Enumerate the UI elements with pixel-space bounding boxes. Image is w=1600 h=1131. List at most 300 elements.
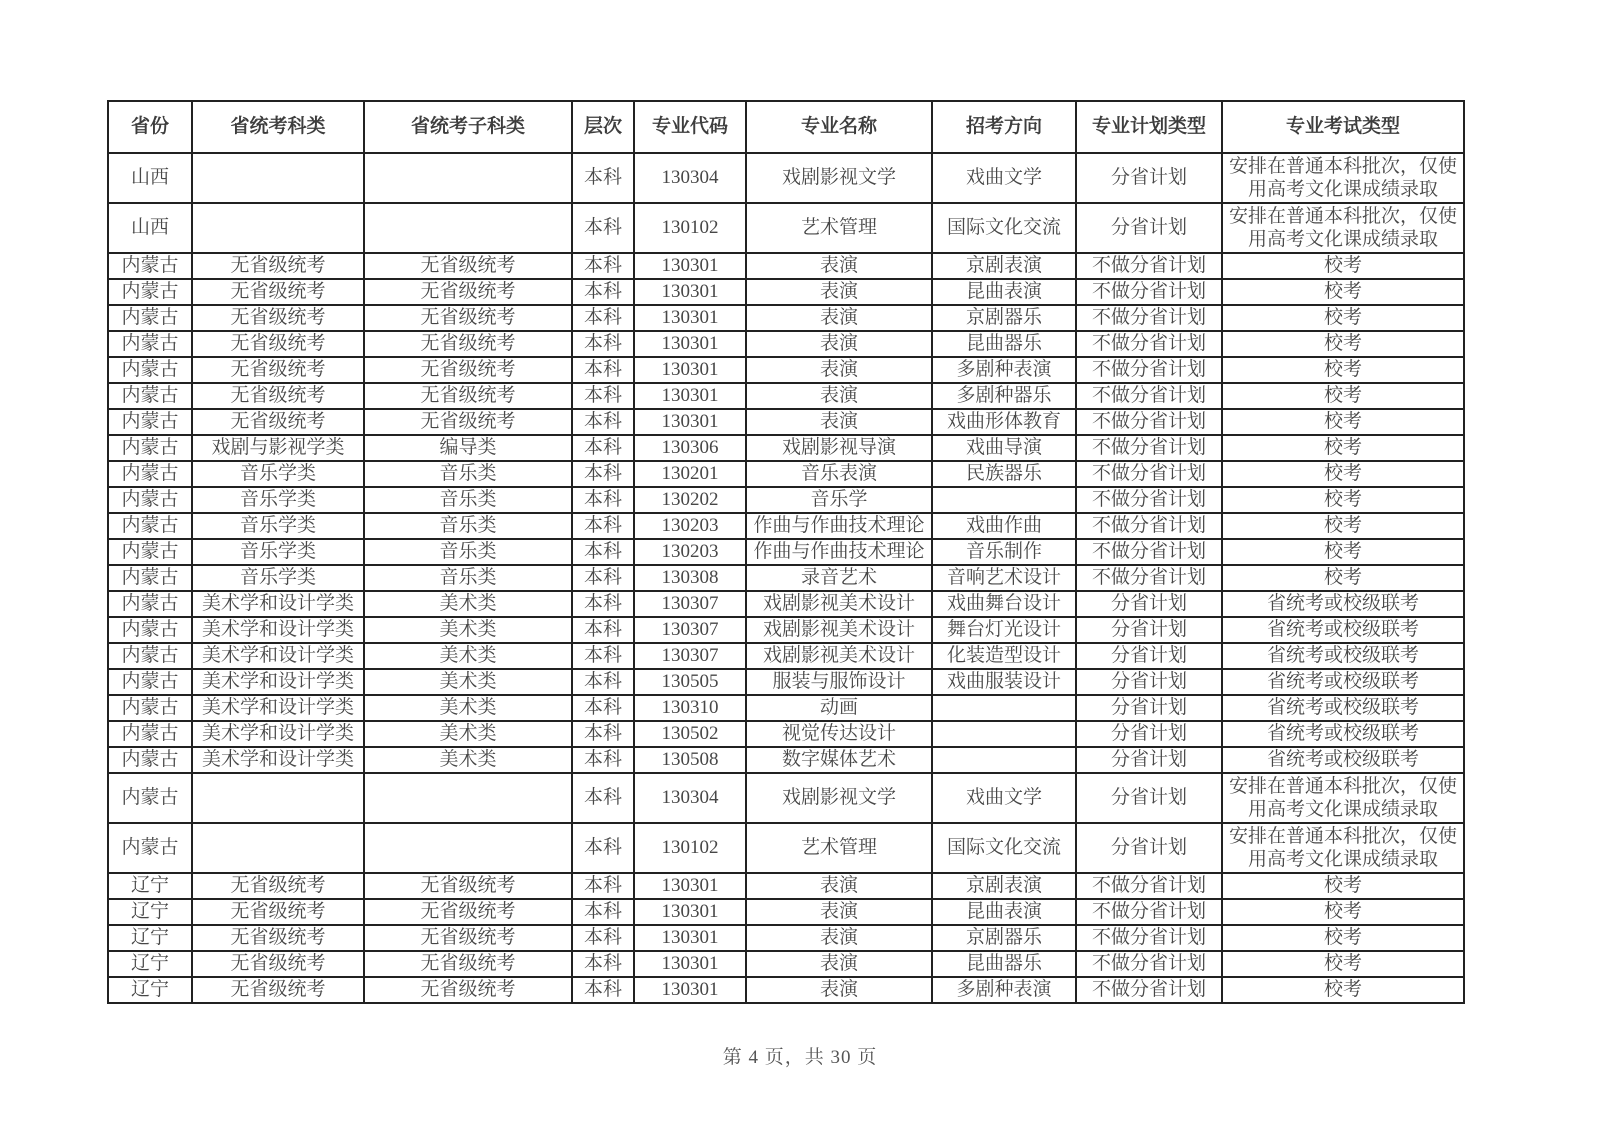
- table-cell: 戏曲文学: [932, 153, 1076, 203]
- table-cell: 化装造型设计: [932, 643, 1076, 669]
- table-cell: 分省计划: [1076, 153, 1222, 203]
- column-header: 层次: [572, 101, 634, 153]
- table-cell: [364, 773, 572, 823]
- table-row: [108, 873, 1464, 899]
- table-cell: 艺术管理: [746, 203, 932, 253]
- table-cell: 表演: [746, 951, 932, 977]
- table-cell: 内蒙古: [108, 461, 192, 487]
- table-cell: 舞台灯光设计: [932, 617, 1076, 643]
- table-cell: 130102: [634, 203, 746, 253]
- table-cell: 音乐学类: [192, 539, 364, 565]
- table-cell: 分省计划: [1076, 823, 1222, 873]
- table-cell: 戏剧影视美术设计: [746, 591, 932, 617]
- table-cell: 无省级统考: [192, 383, 364, 409]
- table-cell: 校考: [1222, 925, 1464, 951]
- table-cell: 不做分省计划: [1076, 487, 1222, 513]
- table-cell: 美术学和设计学类: [192, 695, 364, 721]
- table-cell: [364, 203, 572, 253]
- table-cell: 戏曲舞台设计: [932, 591, 1076, 617]
- table-cell: 分省计划: [1076, 643, 1222, 669]
- table-cell: 130301: [634, 977, 746, 1003]
- table-row: [108, 747, 1464, 773]
- table-cell: 戏曲服装设计: [932, 669, 1076, 695]
- table-row: [108, 669, 1464, 695]
- table-row: [108, 977, 1464, 1003]
- table-cell: 本科: [572, 565, 634, 591]
- table-cell: 130508: [634, 747, 746, 773]
- table-cell: 分省计划: [1076, 591, 1222, 617]
- table-cell: 内蒙古: [108, 617, 192, 643]
- table-cell: 不做分省计划: [1076, 331, 1222, 357]
- table-cell: 美术类: [364, 721, 572, 747]
- table-cell: 130505: [634, 669, 746, 695]
- table-cell: 本科: [572, 383, 634, 409]
- table-cell: 校考: [1222, 873, 1464, 899]
- table-cell: 校考: [1222, 253, 1464, 279]
- table-cell: 戏剧影视美术设计: [746, 617, 932, 643]
- table-cell: 服装与服饰设计: [746, 669, 932, 695]
- table-cell: 本科: [572, 977, 634, 1003]
- table-cell: 分省计划: [1076, 721, 1222, 747]
- table-cell: 昆曲表演: [932, 279, 1076, 305]
- page-number-footer: 第 4 页，共 30 页: [722, 1047, 878, 1068]
- table-cell: 本科: [572, 823, 634, 873]
- table-cell: 无省级统考: [364, 357, 572, 383]
- table-cell: 本科: [572, 461, 634, 487]
- table-row: [108, 951, 1464, 977]
- table-cell: 不做分省计划: [1076, 951, 1222, 977]
- table-cell: 本科: [572, 617, 634, 643]
- table-cell: 无省级统考: [192, 357, 364, 383]
- table-cell: [364, 823, 572, 873]
- table-cell: 校考: [1222, 279, 1464, 305]
- table-row: [108, 925, 1464, 951]
- table-cell: 京剧表演: [932, 873, 1076, 899]
- table-row: [108, 409, 1464, 435]
- table-cell: 本科: [572, 305, 634, 331]
- table-cell: 不做分省计划: [1076, 899, 1222, 925]
- table-cell: 省统考或校级联考: [1222, 669, 1464, 695]
- table-cell: 本科: [572, 899, 634, 925]
- table-cell: 内蒙古: [108, 721, 192, 747]
- table-cell: 音乐表演: [746, 461, 932, 487]
- table-cell: 表演: [746, 331, 932, 357]
- table-cell: 安排在普通本科批次，仅使用高考文化课成绩录取: [1222, 773, 1464, 823]
- table-cell: 艺术管理: [746, 823, 932, 873]
- table-row: [108, 203, 1464, 253]
- table-cell: 表演: [746, 279, 932, 305]
- table-cell: 本科: [572, 539, 634, 565]
- table-cell: 内蒙古: [108, 331, 192, 357]
- table-cell: 无省级统考: [192, 253, 364, 279]
- table-row: [108, 357, 1464, 383]
- table-cell: 无省级统考: [364, 409, 572, 435]
- table-cell: 不做分省计划: [1076, 279, 1222, 305]
- table-cell: 无省级统考: [364, 383, 572, 409]
- table-cell: 不做分省计划: [1076, 513, 1222, 539]
- table-cell: 山西: [108, 153, 192, 203]
- table-cell: 分省计划: [1076, 203, 1222, 253]
- table-cell: 戏曲导演: [932, 435, 1076, 461]
- column-header: 招考方向: [932, 101, 1076, 153]
- table-cell: 不做分省计划: [1076, 383, 1222, 409]
- table-cell: 无省级统考: [364, 977, 572, 1003]
- table-cell: 不做分省计划: [1076, 565, 1222, 591]
- table-cell: 130301: [634, 951, 746, 977]
- table-cell: 美术学和设计学类: [192, 747, 364, 773]
- table-cell: 数字媒体艺术: [746, 747, 932, 773]
- table-cell: 戏剧与影视学类: [192, 435, 364, 461]
- table-cell: 130308: [634, 565, 746, 591]
- table-cell: 无省级统考: [364, 305, 572, 331]
- table-cell: 不做分省计划: [1076, 539, 1222, 565]
- table-cell: 本科: [572, 435, 634, 461]
- table-cell: 130301: [634, 873, 746, 899]
- column-header: 专业名称: [746, 101, 932, 153]
- table-cell: 音响艺术设计: [932, 565, 1076, 591]
- table-row: [108, 773, 1464, 823]
- table-cell: 130301: [634, 253, 746, 279]
- table-cell: 不做分省计划: [1076, 305, 1222, 331]
- table-cell: 内蒙古: [108, 747, 192, 773]
- table-cell: [364, 153, 572, 203]
- table-cell: 美术学和设计学类: [192, 721, 364, 747]
- table-cell: 昆曲表演: [932, 899, 1076, 925]
- table-row: [108, 695, 1464, 721]
- table-cell: 无省级统考: [192, 899, 364, 925]
- table-cell: 校考: [1222, 487, 1464, 513]
- table-cell: 京剧表演: [932, 253, 1076, 279]
- table-cell: 安排在普通本科批次，仅使用高考文化课成绩录取: [1222, 203, 1464, 253]
- table-cell: [932, 721, 1076, 747]
- table-cell: 无省级统考: [364, 331, 572, 357]
- table-cell: 山西: [108, 203, 192, 253]
- table-cell: 无省级统考: [364, 253, 572, 279]
- table-cell: 本科: [572, 873, 634, 899]
- table-cell: 昆曲器乐: [932, 331, 1076, 357]
- table-cell: 表演: [746, 409, 932, 435]
- table-row: [108, 565, 1464, 591]
- table-cell: 内蒙古: [108, 643, 192, 669]
- table-row: [108, 305, 1464, 331]
- table-cell: 本科: [572, 153, 634, 203]
- table-row: [108, 383, 1464, 409]
- table-header-row: [108, 101, 1464, 153]
- table-cell: 辽宁: [108, 951, 192, 977]
- table-cell: 辽宁: [108, 873, 192, 899]
- table-cell: 内蒙古: [108, 591, 192, 617]
- table-cell: [192, 823, 364, 873]
- table-cell: 校考: [1222, 977, 1464, 1003]
- table-cell: 戏剧影视导演: [746, 435, 932, 461]
- table-cell: 本科: [572, 331, 634, 357]
- table-cell: 美术类: [364, 591, 572, 617]
- table-cell: 昆曲器乐: [932, 951, 1076, 977]
- table-cell: 动画: [746, 695, 932, 721]
- table-cell: 无省级统考: [192, 925, 364, 951]
- table-cell: 130301: [634, 409, 746, 435]
- table-cell: 京剧器乐: [932, 925, 1076, 951]
- table-cell: 表演: [746, 383, 932, 409]
- admissions-table-container: [107, 100, 1465, 1004]
- table-cell: 美术类: [364, 747, 572, 773]
- table-cell: 本科: [572, 591, 634, 617]
- table-cell: 校考: [1222, 539, 1464, 565]
- table-cell: [932, 695, 1076, 721]
- column-header: 专业考试类型: [1222, 101, 1464, 153]
- table-cell: 无省级统考: [364, 951, 572, 977]
- table-cell: 130301: [634, 279, 746, 305]
- table-cell: 省统考或校级联考: [1222, 617, 1464, 643]
- table-cell: 音乐学: [746, 487, 932, 513]
- table-cell: [192, 773, 364, 823]
- table-cell: 民族器乐: [932, 461, 1076, 487]
- table-cell: 无省级统考: [364, 873, 572, 899]
- table-cell: 辽宁: [108, 977, 192, 1003]
- table-cell: [192, 153, 364, 203]
- table-cell: 分省计划: [1076, 695, 1222, 721]
- table-cell: 校考: [1222, 513, 1464, 539]
- table-cell: 130102: [634, 823, 746, 873]
- table-cell: 校考: [1222, 435, 1464, 461]
- table-cell: 国际文化交流: [932, 203, 1076, 253]
- table-cell: 多剧种表演: [932, 977, 1076, 1003]
- table-cell: 无省级统考: [364, 279, 572, 305]
- table-cell: 校考: [1222, 383, 1464, 409]
- table-row: [108, 513, 1464, 539]
- table-row: [108, 331, 1464, 357]
- table-cell: 无省级统考: [192, 279, 364, 305]
- table-cell: 无省级统考: [192, 873, 364, 899]
- table-cell: 内蒙古: [108, 773, 192, 823]
- table-cell: 130307: [634, 591, 746, 617]
- table-cell: 美术学和设计学类: [192, 591, 364, 617]
- table-cell: 不做分省计划: [1076, 357, 1222, 383]
- table-cell: 无省级统考: [192, 977, 364, 1003]
- table-cell: 音乐类: [364, 513, 572, 539]
- table-cell: 本科: [572, 721, 634, 747]
- table-cell: 内蒙古: [108, 409, 192, 435]
- table-cell: 美术类: [364, 617, 572, 643]
- table-cell: 视觉传达设计: [746, 721, 932, 747]
- table-cell: 美术类: [364, 695, 572, 721]
- table-cell: 戏剧影视文学: [746, 773, 932, 823]
- table-cell: 省统考或校级联考: [1222, 591, 1464, 617]
- table-cell: 本科: [572, 513, 634, 539]
- table-cell: 不做分省计划: [1076, 253, 1222, 279]
- column-header: 省统考子科类: [364, 101, 572, 153]
- table-cell: 130202: [634, 487, 746, 513]
- table-cell: 辽宁: [108, 925, 192, 951]
- table-cell: 130301: [634, 899, 746, 925]
- table-cell: 戏剧影视文学: [746, 153, 932, 203]
- table-cell: 无省级统考: [364, 925, 572, 951]
- table-cell: 本科: [572, 253, 634, 279]
- table-cell: 校考: [1222, 899, 1464, 925]
- table-cell: 130301: [634, 357, 746, 383]
- table-cell: 分省计划: [1076, 747, 1222, 773]
- table-cell: 130203: [634, 539, 746, 565]
- column-header: 专业计划类型: [1076, 101, 1222, 153]
- table-row: [108, 643, 1464, 669]
- table-row: [108, 435, 1464, 461]
- table-cell: 本科: [572, 643, 634, 669]
- table-cell: 音乐学类: [192, 513, 364, 539]
- table-cell: 校考: [1222, 305, 1464, 331]
- table-row: [108, 721, 1464, 747]
- table-cell: 表演: [746, 873, 932, 899]
- table-cell: 130203: [634, 513, 746, 539]
- table-cell: 不做分省计划: [1076, 977, 1222, 1003]
- table-cell: 安排在普通本科批次，仅使用高考文化课成绩录取: [1222, 823, 1464, 873]
- table-cell: 130304: [634, 773, 746, 823]
- table-cell: 作曲与作曲技术理论: [746, 539, 932, 565]
- table-cell: 130201: [634, 461, 746, 487]
- table-row: [108, 153, 1464, 203]
- table-cell: 130307: [634, 617, 746, 643]
- table-cell: 表演: [746, 899, 932, 925]
- table-cell: 辽宁: [108, 899, 192, 925]
- table-cell: 本科: [572, 487, 634, 513]
- table-cell: 内蒙古: [108, 539, 192, 565]
- table-cell: 130301: [634, 305, 746, 331]
- table-cell: 不做分省计划: [1076, 409, 1222, 435]
- table-cell: 省统考或校级联考: [1222, 695, 1464, 721]
- table-cell: 校考: [1222, 357, 1464, 383]
- table-cell: 130306: [634, 435, 746, 461]
- table-cell: 本科: [572, 925, 634, 951]
- table-cell: 分省计划: [1076, 669, 1222, 695]
- table-cell: 表演: [746, 357, 932, 383]
- table-cell: 音乐类: [364, 461, 572, 487]
- table-cell: 省统考或校级联考: [1222, 721, 1464, 747]
- table-cell: 本科: [572, 203, 634, 253]
- table-row: [108, 279, 1464, 305]
- table-cell: 本科: [572, 747, 634, 773]
- table-cell: 不做分省计划: [1076, 873, 1222, 899]
- table-cell: 音乐学类: [192, 487, 364, 513]
- table-cell: 130301: [634, 925, 746, 951]
- table-row: [108, 617, 1464, 643]
- table-cell: 美术学和设计学类: [192, 617, 364, 643]
- table-cell: 分省计划: [1076, 617, 1222, 643]
- table-cell: 分省计划: [1076, 773, 1222, 823]
- table-cell: 无省级统考: [192, 331, 364, 357]
- table-cell: 音乐学类: [192, 461, 364, 487]
- table-row: [108, 461, 1464, 487]
- table-cell: 美术类: [364, 669, 572, 695]
- table-cell: 130502: [634, 721, 746, 747]
- column-header: 省统考科类: [192, 101, 364, 153]
- table-cell: 不做分省计划: [1076, 925, 1222, 951]
- table-cell: 内蒙古: [108, 669, 192, 695]
- table-cell: 美术学和设计学类: [192, 643, 364, 669]
- table-cell: 安排在普通本科批次，仅使用高考文化课成绩录取: [1222, 153, 1464, 203]
- table-cell: 音乐类: [364, 565, 572, 591]
- table-cell: 校考: [1222, 409, 1464, 435]
- table-cell: 内蒙古: [108, 279, 192, 305]
- table-cell: 戏曲作曲: [932, 513, 1076, 539]
- table-cell: 130301: [634, 331, 746, 357]
- table-cell: 本科: [572, 773, 634, 823]
- table-row: [108, 253, 1464, 279]
- table-cell: [932, 747, 1076, 773]
- table-cell: 戏剧影视美术设计: [746, 643, 932, 669]
- table-cell: 省统考或校级联考: [1222, 747, 1464, 773]
- table-cell: 本科: [572, 695, 634, 721]
- table-cell: 130310: [634, 695, 746, 721]
- column-header: 专业代码: [634, 101, 746, 153]
- table-cell: 内蒙古: [108, 305, 192, 331]
- table-cell: 内蒙古: [108, 823, 192, 873]
- table-body: [108, 153, 1464, 1003]
- table-cell: 内蒙古: [108, 253, 192, 279]
- table-cell: 作曲与作曲技术理论: [746, 513, 932, 539]
- table-cell: 国际文化交流: [932, 823, 1076, 873]
- table-row: [108, 591, 1464, 617]
- table-cell: 省统考或校级联考: [1222, 643, 1464, 669]
- table-cell: 校考: [1222, 331, 1464, 357]
- table-cell: 内蒙古: [108, 487, 192, 513]
- table-cell: 表演: [746, 977, 932, 1003]
- table-cell: 内蒙古: [108, 435, 192, 461]
- table-cell: 校考: [1222, 565, 1464, 591]
- table-cell: 内蒙古: [108, 695, 192, 721]
- table-cell: 多剧种表演: [932, 357, 1076, 383]
- table-cell: 表演: [746, 305, 932, 331]
- table-cell: 校考: [1222, 951, 1464, 977]
- table-cell: 校考: [1222, 461, 1464, 487]
- table-cell: 音乐类: [364, 539, 572, 565]
- table-cell: 130304: [634, 153, 746, 203]
- table-cell: 无省级统考: [364, 899, 572, 925]
- table-cell: 无省级统考: [192, 951, 364, 977]
- table-cell: 本科: [572, 357, 634, 383]
- table-cell: 130307: [634, 643, 746, 669]
- table-cell: 音乐类: [364, 487, 572, 513]
- table-cell: 戏曲文学: [932, 773, 1076, 823]
- table-cell: 内蒙古: [108, 513, 192, 539]
- table-cell: 录音艺术: [746, 565, 932, 591]
- table-cell: 无省级统考: [192, 305, 364, 331]
- table-cell: 无省级统考: [192, 409, 364, 435]
- table-cell: 美术类: [364, 643, 572, 669]
- table-row: [108, 539, 1464, 565]
- table-row: [108, 899, 1464, 925]
- table-cell: 美术学和设计学类: [192, 669, 364, 695]
- table-cell: 本科: [572, 409, 634, 435]
- table-row: [108, 823, 1464, 873]
- table-cell: 音乐学类: [192, 565, 364, 591]
- table-cell: 内蒙古: [108, 565, 192, 591]
- table-cell: 本科: [572, 669, 634, 695]
- table-cell: 京剧器乐: [932, 305, 1076, 331]
- table-cell: 不做分省计划: [1076, 461, 1222, 487]
- table-cell: 编导类: [364, 435, 572, 461]
- table-cell: 本科: [572, 951, 634, 977]
- table-cell: 音乐制作: [932, 539, 1076, 565]
- column-header: 省份: [108, 101, 192, 153]
- table-cell: 表演: [746, 925, 932, 951]
- table-cell: 多剧种器乐: [932, 383, 1076, 409]
- admissions-table: [107, 100, 1465, 1004]
- table-cell: 内蒙古: [108, 383, 192, 409]
- table-cell: 不做分省计划: [1076, 435, 1222, 461]
- table-cell: 表演: [746, 253, 932, 279]
- table-cell: 戏曲形体教育: [932, 409, 1076, 435]
- table-cell: 本科: [572, 279, 634, 305]
- table-cell: [932, 487, 1076, 513]
